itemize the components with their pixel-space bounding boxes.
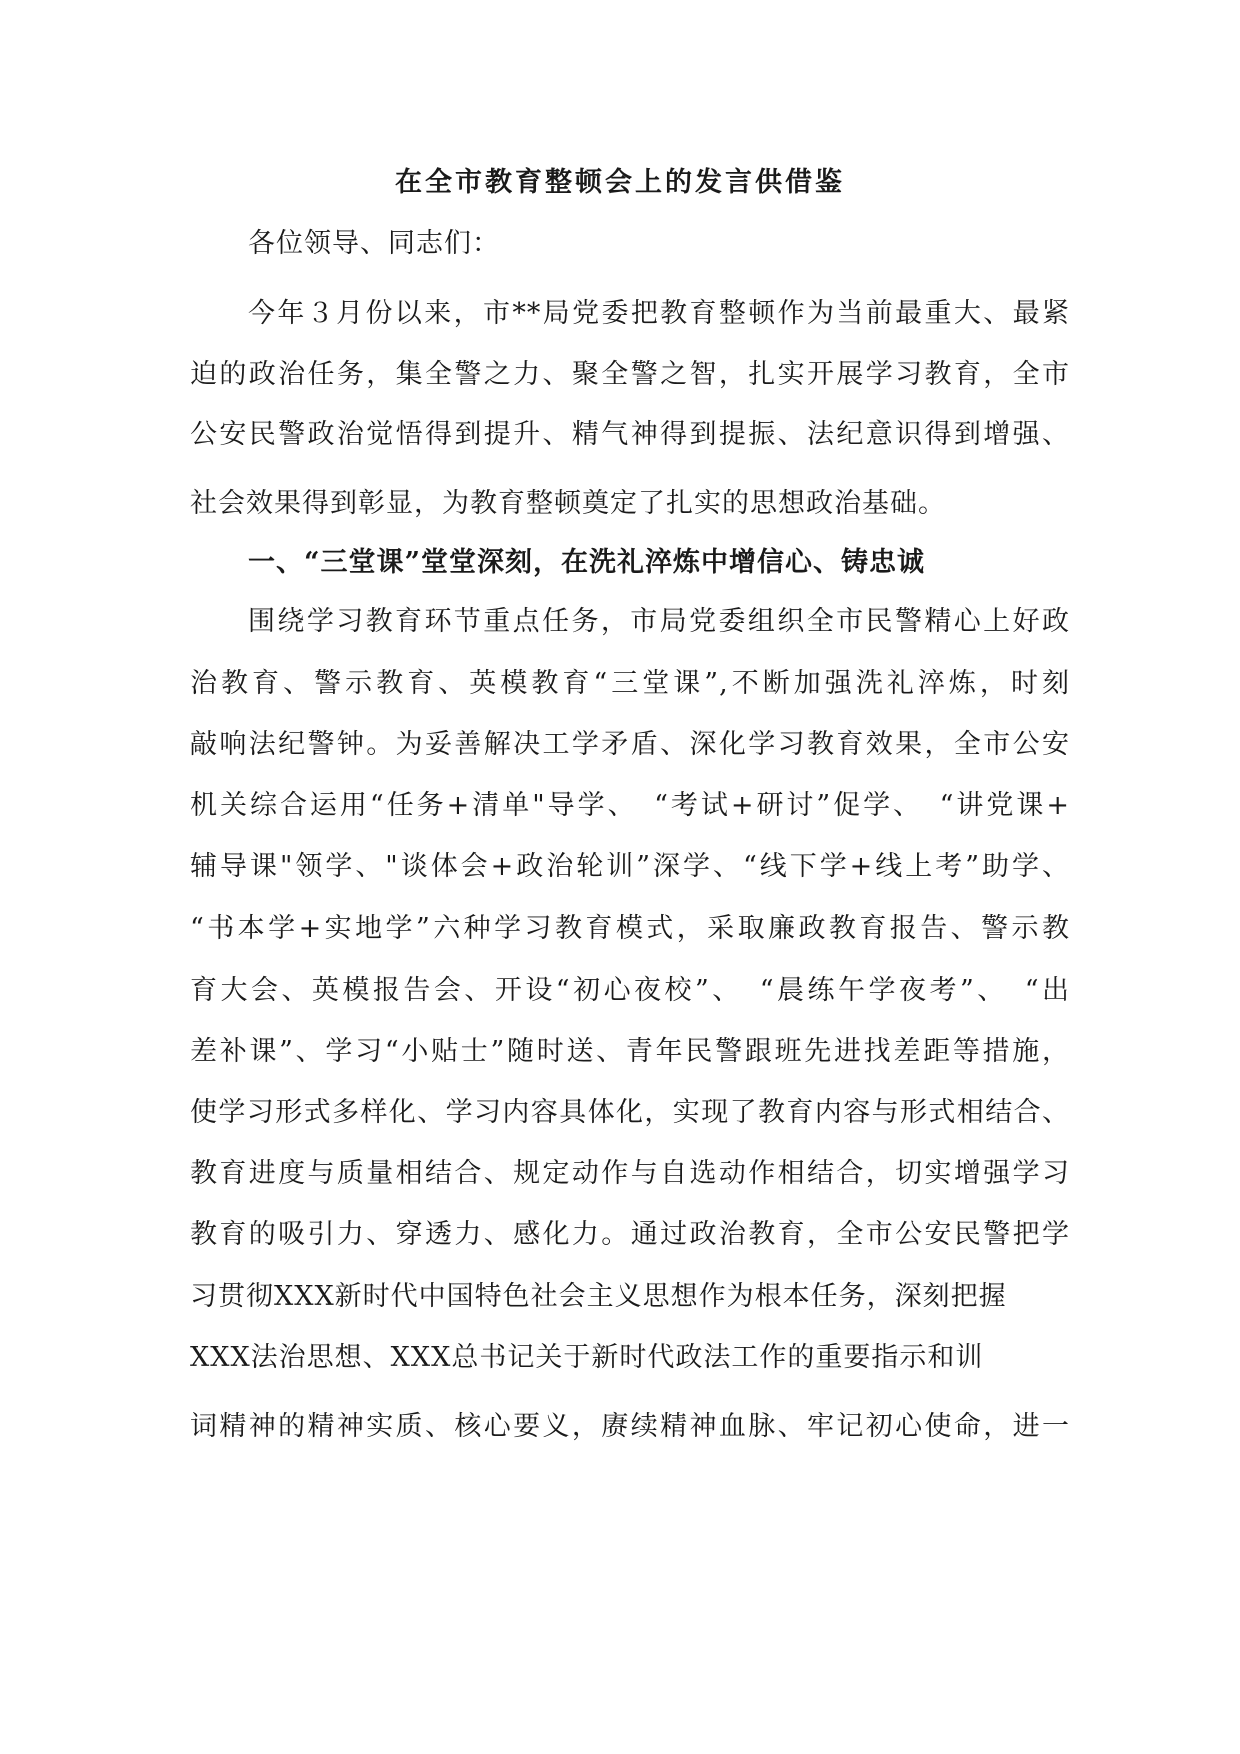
paragraph-line: 敲响法纪警钟。为妥善解决工学矛盾、深化学习教育效果，全市公安	[190, 729, 1070, 760]
paragraph-line: XXX法治思想、XXX总书记关于新时代政法工作的重要指示和训	[190, 1342, 984, 1373]
paragraph-line: 教育进度与质量相结合、规定动作与自选动作相结合，切实增强学习	[190, 1158, 1070, 1189]
paragraph-line: 辅导课"领学、"谈体会+政治轮训”深学、“线下学+线上考”助学、	[190, 851, 1070, 882]
salutation: 各位领导、同志们：	[248, 228, 500, 259]
paragraph-line: 机关综合运用“任务+清单"导学、 “考试+研讨”促学、 “讲党课+	[190, 790, 1070, 821]
paragraph-line: 词精神的精神实质、核心要义，赓续精神血脉、牢记初心使命，进一	[190, 1411, 1070, 1442]
paragraph-line: 习贯彻XXX新时代中国特色社会主义思想作为根本任务，深刻把握	[190, 1281, 1007, 1312]
paragraph-line: 差补课”、学习“小贴士”随时送、青年民警跟班先进找差距等措施，	[190, 1036, 1070, 1067]
paragraph-line: 使学习形式多样化、学习内容具体化，实现了教育内容与形式相结合、	[190, 1097, 1070, 1128]
paragraph-line: 治教育、警示教育、英模教育“三堂课”,不断加强洗礼淬炼，时刻	[190, 668, 1070, 699]
paragraph-line: 今年３月份以来，市**局党委把教育整顿作为当前最重大、最紧	[248, 298, 1070, 329]
paragraph-line: 育大会、英模报告会、开设“初心夜校”、 “晨练午学夜考”、 “出	[190, 975, 1070, 1006]
section-heading: 一、“三堂课”堂堂深刻，在洗礼淬炼中增信心、铸忠诚	[248, 547, 926, 578]
document-title: 在全市教育整顿会上的发言供借鉴	[395, 167, 845, 198]
paragraph-line: 社会效果得到彰显，为教育整顿奠定了扎实的思想政治基础。	[190, 488, 946, 519]
paragraph-line: 围绕学习教育环节重点任务，市局党委组织全市民警精心上好政	[248, 606, 1070, 637]
paragraph-line: 公安民警政治觉悟得到提升、精气神得到提振、法纪意识得到增强、	[190, 419, 1070, 450]
paragraph-line: “书本学+实地学”六种学习教育模式，采取廉政教育报告、警示教	[190, 913, 1070, 944]
paragraph-line: 迫的政治任务，集全警之力、聚全警之智，扎实开展学习教育，全市	[190, 359, 1070, 390]
paragraph-line: 教育的吸引力、穿透力、感化力。通过政治教育，全市公安民警把学	[190, 1219, 1070, 1250]
